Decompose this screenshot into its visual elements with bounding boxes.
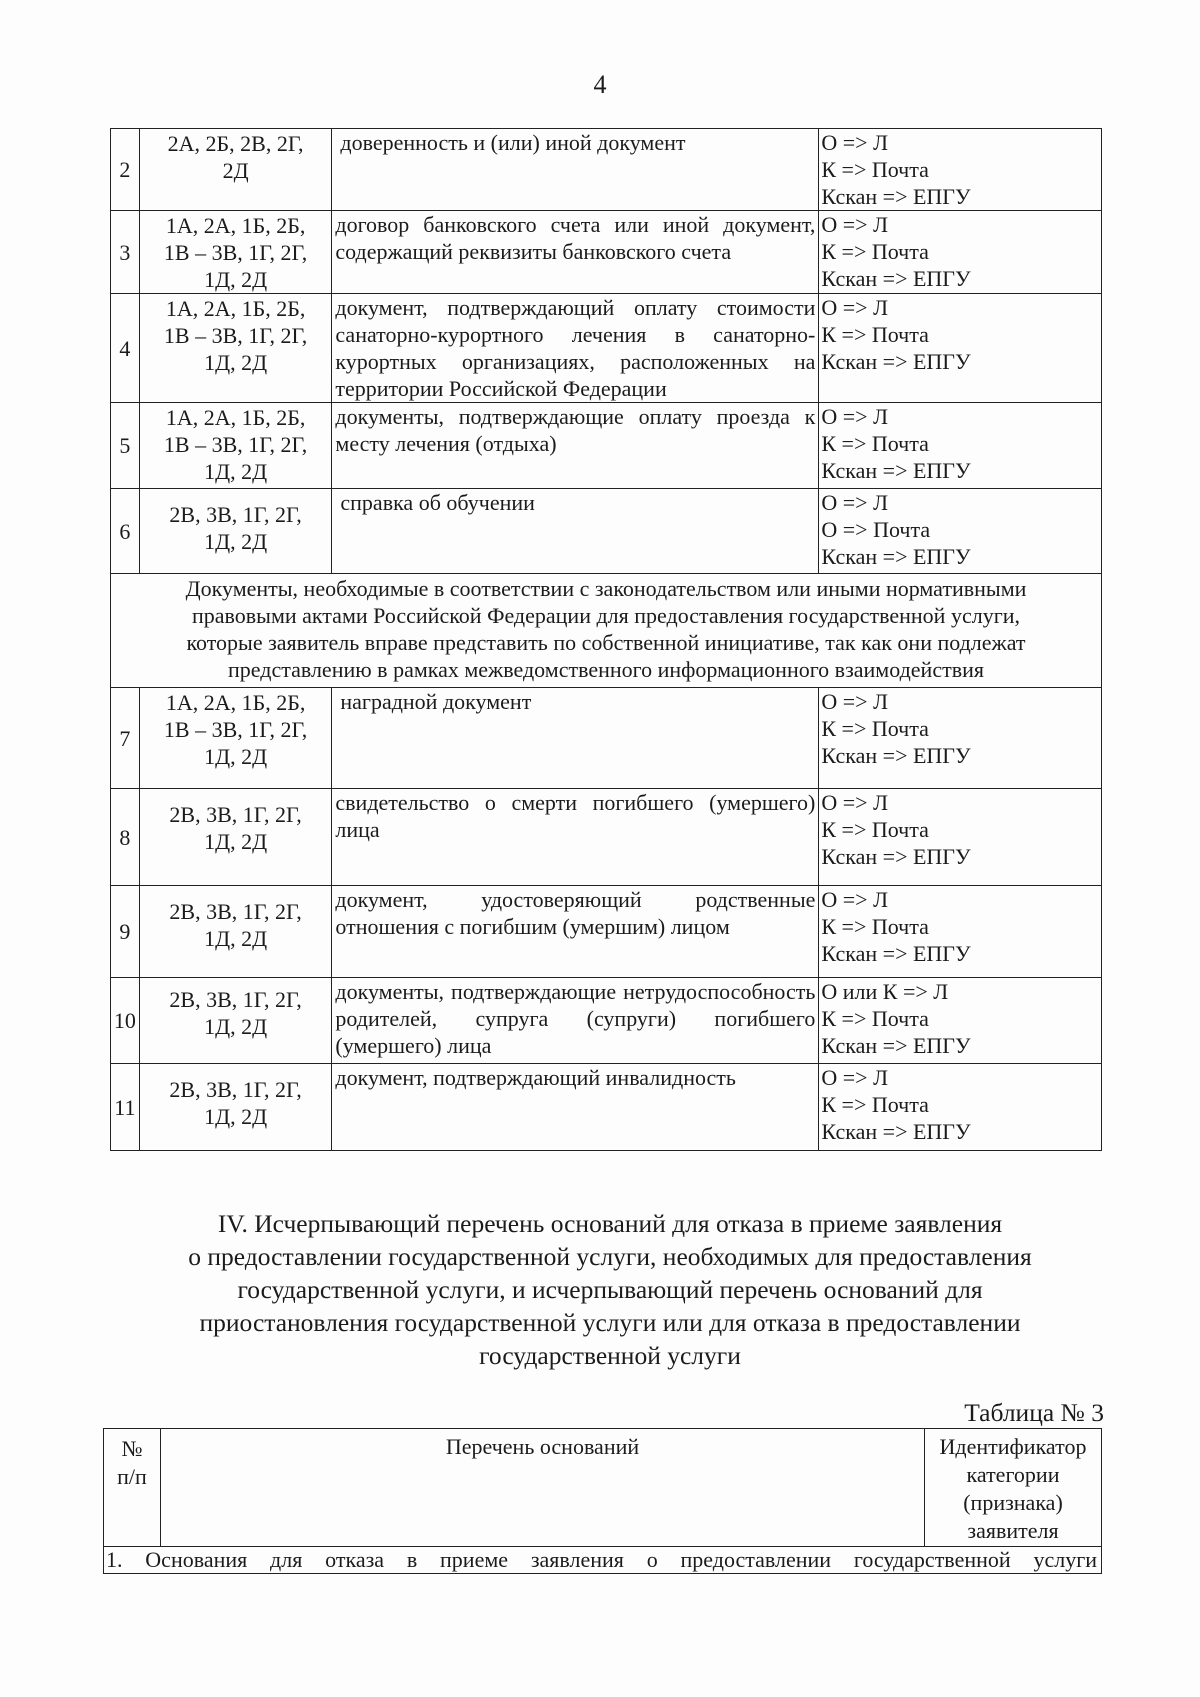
category-line: 1В – 3В, 1Г, 2Г, xyxy=(163,323,308,348)
method-line: О => Почта xyxy=(821,517,931,542)
category-line: 1Д, 2Д xyxy=(204,1014,268,1039)
reasons-row-text: 1. Основания для отказа в приеме заявления о предоставлении государственной услуги xyxy=(104,1547,1102,1574)
header-identifier xyxy=(925,1429,1102,1547)
submission-method-cell xyxy=(819,789,1102,886)
method-line: О => Л xyxy=(821,404,888,429)
category-line: 1А, 2А, 1Б, 2Б, xyxy=(165,213,306,238)
header-identifier-line: (признака) xyxy=(963,1490,1063,1515)
row-number: 8 xyxy=(111,789,140,886)
submission-method-cell xyxy=(819,688,1102,789)
reasons-row xyxy=(104,1547,1102,1574)
category-line: 1Д, 2Д xyxy=(204,459,268,484)
category-line: 1А, 2А, 1Б, 2Б, xyxy=(165,296,306,321)
header-number-line: № xyxy=(121,1436,143,1461)
category-line: 1Д, 2Д xyxy=(204,829,268,854)
table-row xyxy=(111,489,1102,574)
category-cell xyxy=(139,211,332,294)
method-line: О => Л xyxy=(821,887,888,912)
category-line: 2В, 3В, 1Г, 2Г, xyxy=(169,802,302,827)
row-number: 7 xyxy=(111,688,140,789)
table-row xyxy=(111,886,1102,978)
row-number: 9 xyxy=(111,886,140,978)
method-line: Кскан => ЕПГУ xyxy=(821,941,971,966)
category-line: 1Д, 2Д xyxy=(204,926,268,951)
reasons-table-body xyxy=(104,1429,1102,1574)
documents-table xyxy=(110,128,1102,1151)
table-caption: Таблица № 3 xyxy=(964,1398,1104,1427)
category-cell xyxy=(139,294,332,403)
method-line: Кскан => ЕПГУ xyxy=(821,544,971,569)
submission-method-cell xyxy=(819,211,1102,294)
category-line: 1Д, 2Д xyxy=(204,267,268,292)
category-line: 2В, 3В, 1Г, 2Г, xyxy=(169,987,302,1012)
category-line: 2Д xyxy=(222,158,249,183)
category-line: 1А, 2А, 1Б, 2Б, xyxy=(165,405,306,430)
row-number: 5 xyxy=(111,403,140,489)
method-line: Кскан => ЕПГУ xyxy=(821,266,971,291)
submission-method-cell xyxy=(819,978,1102,1064)
method-line: О => Л xyxy=(821,689,888,714)
row-number: 2 xyxy=(111,129,140,211)
submission-method-cell xyxy=(819,403,1102,489)
section-heading-line: государственной услуги xyxy=(479,1341,741,1370)
row-number: 4 xyxy=(111,294,140,403)
row-number: 10 xyxy=(111,978,140,1064)
category-cell xyxy=(139,489,332,574)
method-line: Кскан => ЕПГУ xyxy=(821,743,971,768)
section-header-line: представлению в рамках межведомственного информационного взаимодействия xyxy=(228,657,984,682)
category-line: 1Д, 2Д xyxy=(204,529,268,554)
reasons-table xyxy=(103,1428,1102,1574)
method-line: К => Почта xyxy=(821,322,929,347)
method-line: О => Л xyxy=(821,212,888,237)
method-line: О или К => Л xyxy=(821,979,949,1004)
document-cell: документ, подтверждающий оплату стоимости санаторно-курортного лечения в санаторно-курортных организациях, расположенных на территории Российской Федерации xyxy=(332,294,819,403)
table-row xyxy=(111,211,1102,294)
method-line: К => Почта xyxy=(821,1092,929,1117)
category-line: 1В – 3В, 1Г, 2Г, xyxy=(163,240,308,265)
section-heading-line: государственной услуги, и исчерпывающий перечень оснований для xyxy=(237,1275,983,1304)
method-line: О => Л xyxy=(821,490,888,515)
table-row xyxy=(111,403,1102,489)
section-header-cell xyxy=(111,574,1102,688)
category-line: 1Д, 2Д xyxy=(204,350,268,375)
submission-method-cell xyxy=(819,886,1102,978)
section-header-line: правовыми актами Российской Федерации для предоставления государственной услуги, xyxy=(192,603,1020,628)
submission-method-cell xyxy=(819,489,1102,574)
method-line: К => Почта xyxy=(821,239,929,264)
method-line: Кскан => ЕПГУ xyxy=(821,1119,971,1144)
section-heading xyxy=(130,1207,1090,1372)
documents-table-body-top xyxy=(111,129,1102,1151)
section-header-line: которые заявитель вправе представить по собственной инициативе, так как они подлежат xyxy=(186,630,1026,655)
category-line: 2В, 3В, 1Г, 2Г, xyxy=(169,502,302,527)
section-heading-line: о предоставлении государственной услуги, необходимых для предоставления xyxy=(188,1242,1032,1271)
document-cell: свидетельство о смерти погибшего (умершего) лица xyxy=(332,789,819,886)
document-cell: доверенность и (или) иной документ xyxy=(332,129,819,211)
category-line: 2А, 2Б, 2В, 2Г, xyxy=(167,131,304,156)
method-line: К => Почта xyxy=(821,817,929,842)
method-line: Кскан => ЕПГУ xyxy=(821,1033,971,1058)
submission-method-cell xyxy=(819,294,1102,403)
section-header-row xyxy=(111,574,1102,688)
section-header-line: Документы, необходимые в соответствии с законодательством или иными нормативными xyxy=(185,576,1027,601)
table-row xyxy=(111,978,1102,1064)
method-line: О => Л xyxy=(821,1065,888,1090)
table-row xyxy=(111,294,1102,403)
method-line: К => Почта xyxy=(821,914,929,939)
category-line: 1В – 3В, 1Г, 2Г, xyxy=(163,717,308,742)
header-number xyxy=(104,1429,161,1547)
document-cell: документы, подтверждающие оплату проезда к месту лечения (отдыха) xyxy=(332,403,819,489)
document-cell: документы, подтверждающие нетрудоспособность родителей, супруга (супруги) погибшего (умершего) лица xyxy=(332,978,819,1064)
row-number: 11 xyxy=(111,1064,140,1151)
section-heading-line: приостановления государственной услуги или для отказа в предоставлении xyxy=(199,1308,1021,1337)
row-number: 6 xyxy=(111,489,140,574)
method-line: Кскан => ЕПГУ xyxy=(821,184,971,209)
table-row xyxy=(111,129,1102,211)
category-cell xyxy=(139,789,332,886)
submission-method-cell xyxy=(819,129,1102,211)
method-line: О => Л xyxy=(821,130,888,155)
method-line: О => Л xyxy=(821,295,888,320)
category-cell xyxy=(139,129,332,211)
table-row xyxy=(111,789,1102,886)
category-cell xyxy=(139,688,332,789)
method-line: К => Почта xyxy=(821,157,929,182)
category-line: 1А, 2А, 1Б, 2Б, xyxy=(165,690,306,715)
header-number-line: п/п xyxy=(117,1464,147,1489)
method-line: О => Л xyxy=(821,790,888,815)
document-cell: справка об обучении xyxy=(332,489,819,574)
section-heading-line: IV. Исчерпывающий перечень оснований для отказа в приеме заявления xyxy=(217,1209,1003,1238)
category-cell xyxy=(139,1064,332,1151)
method-line: Кскан => ЕПГУ xyxy=(821,458,971,483)
category-line: 1В – 3В, 1Г, 2Г, xyxy=(163,432,308,457)
header-reasons-list: Перечень оснований xyxy=(161,1429,925,1547)
document-cell: договор банковского счета или иной документ, содержащий реквизиты банковского счета xyxy=(332,211,819,294)
method-line: Кскан => ЕПГУ xyxy=(821,844,971,869)
method-line: К => Почта xyxy=(821,716,929,741)
row-number: 3 xyxy=(111,211,140,294)
document-cell: наградной документ xyxy=(332,688,819,789)
category-line: 2В, 3В, 1Г, 2Г, xyxy=(169,899,302,924)
table-row xyxy=(111,1064,1102,1151)
reasons-header-row xyxy=(104,1429,1102,1547)
header-identifier-line: заявителя xyxy=(967,1518,1059,1543)
header-identifier-line: Идентификатор xyxy=(939,1434,1087,1459)
submission-method-cell xyxy=(819,1064,1102,1151)
table-row xyxy=(111,688,1102,789)
category-cell xyxy=(139,886,332,978)
category-cell xyxy=(139,403,332,489)
document-cell: документ, удостоверяющий родственные отношения с погибшим (умершим) лицом xyxy=(332,886,819,978)
document-cell: документ, подтверждающий инвалидность xyxy=(332,1064,819,1151)
category-line: 1Д, 2Д xyxy=(204,1104,268,1129)
header-identifier-line: категории xyxy=(966,1462,1060,1487)
category-line: 1Д, 2Д xyxy=(204,744,268,769)
method-line: К => Почта xyxy=(821,1006,929,1031)
category-line: 2В, 3В, 1Г, 2Г, xyxy=(169,1077,302,1102)
page-number: 4 xyxy=(593,70,607,99)
method-line: Кскан => ЕПГУ xyxy=(821,349,971,374)
category-cell xyxy=(139,978,332,1064)
method-line: К => Почта xyxy=(821,431,929,456)
